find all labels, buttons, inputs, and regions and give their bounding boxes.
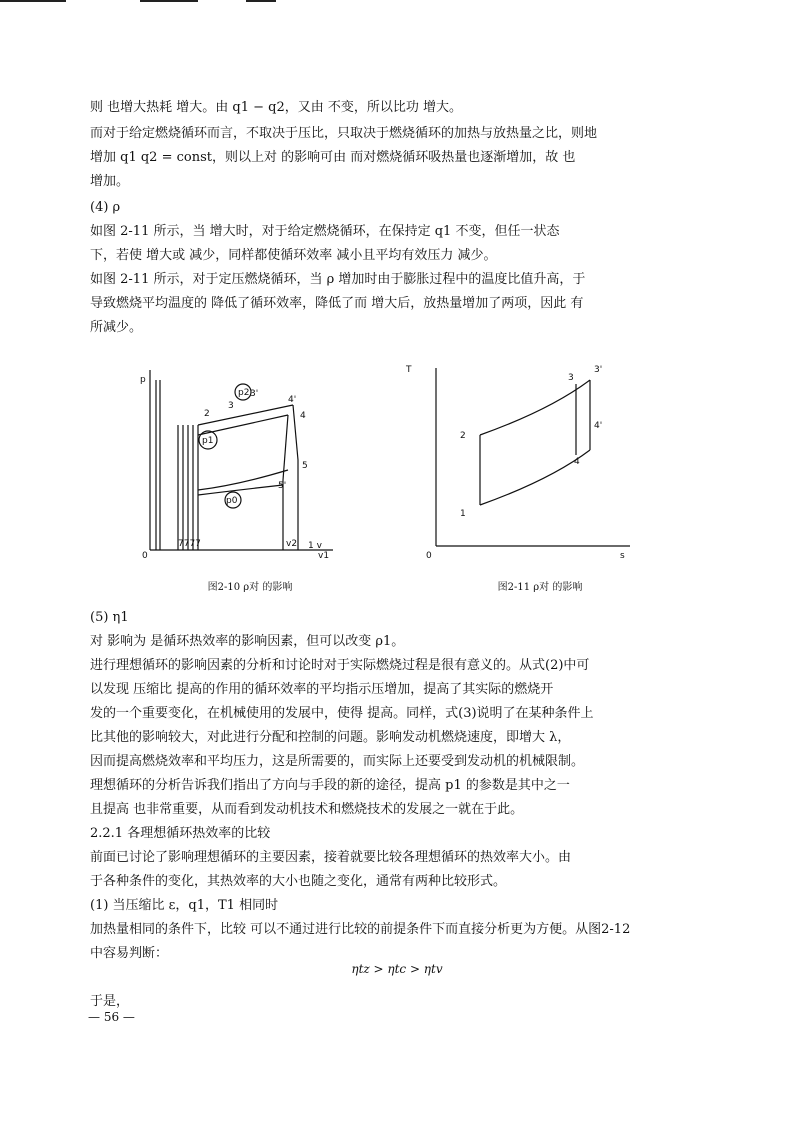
text-line: 因而提高燃烧效率和平均压力，这是所需要的，而实际上还要受到发动机的机械限制。 xyxy=(90,754,585,769)
pv-point-2: 2 xyxy=(204,409,210,419)
pv-point-5: 5 xyxy=(302,461,308,471)
paragraph xyxy=(90,220,702,268)
pv-point-3p: 3' xyxy=(250,389,259,399)
ts-point-4p: 4' xyxy=(594,421,603,431)
text-line: 比其他的影响较大，对此进行分配和控制的问题。影响发动机燃烧速度，即增大 λ， xyxy=(90,730,571,745)
pv-x-axis-label: 1 v xyxy=(308,541,322,551)
page-number: — 56 — xyxy=(88,1010,135,1024)
text-line: 增加。 xyxy=(90,174,130,189)
paragraph xyxy=(90,846,702,894)
text-line: (4) ρ xyxy=(90,200,121,215)
pv-y-axis-label: p xyxy=(140,375,146,385)
ts-point-1: 1 xyxy=(460,509,466,519)
text-line: 进行理想循环的影响因素的分析和讨论时对于实际燃烧过程是很有意义的。从式(2)中可 xyxy=(90,658,590,673)
pv-point-5p: 5' xyxy=(278,481,287,491)
header-rule-1 xyxy=(0,0,66,2)
pv-circle-p0: p0 xyxy=(226,496,238,506)
paragraph xyxy=(90,96,702,120)
ts-y-axis-label: T xyxy=(406,365,412,375)
text-line: 所减少。 xyxy=(90,320,143,335)
pv-bottom-left: 7777 xyxy=(178,539,201,549)
pv-circle-p2: p2 xyxy=(238,388,250,398)
text-line: 以发现 压缩比 提高的作用的循环效率的平均指示压增加，提高了其实际的燃烧开 xyxy=(90,682,554,697)
text-line: (1) 当压缩比 ε，q1，T1 相同时 xyxy=(90,898,279,913)
paragraph xyxy=(90,606,702,630)
text-line: (5) η1 xyxy=(90,610,129,625)
paragraph xyxy=(90,918,702,966)
ts-x-axis-label: s xyxy=(620,551,625,560)
text-line: 下，若使 增大或 减少，同样都使循环效率 减小且平均有效压力 减少。 xyxy=(90,248,497,263)
pv-point-4p: 4' xyxy=(288,395,297,405)
text-line: 导致燃烧平均温度的 降低了循环效率，降低了而 增大后，放热量增加了两项，因此 有 xyxy=(90,296,584,311)
paragraph xyxy=(90,654,702,822)
text-line: 增加 q1 q2 = const，则以上对 的影响可由 而对燃烧循环吸热量也逐渐增加，故 也 xyxy=(90,150,576,165)
paragraph xyxy=(90,122,702,194)
paragraph xyxy=(90,268,702,340)
pv-bottom-right: v1 xyxy=(318,551,330,560)
ts-point-3p: 3' xyxy=(594,365,603,375)
figure-pv-diagram xyxy=(138,360,338,560)
pv-bottom-mid: v2 xyxy=(286,539,298,549)
ts-point-3: 3 xyxy=(568,373,574,383)
text-line: 于各种条件的变化，其热效率的大小也随之变化，通常有两种比较形式。 xyxy=(90,874,507,889)
text-line: 如图 2-11 所示，当 增大时，对于给定燃烧循环，在保持定 q1 不变，但任一状态 xyxy=(90,224,560,239)
figure-ts-diagram xyxy=(400,360,640,560)
pv-point-3: 3 xyxy=(228,401,234,411)
text-line: 理想循环的分析告诉我们指出了方向与手段的新的途径，提高 p1 的参数是其中之一 xyxy=(90,778,570,793)
text-line: 于是， xyxy=(90,994,130,1009)
text-line: 且提高 也非常重要，从而看到发动机技术和燃烧技术的发展之一就在于此。 xyxy=(90,802,524,817)
text-line: 如图 2-11 所示，对于定压燃烧循环，当 ρ 增加时由于膨胀过程中的温度比值升高，于 xyxy=(90,272,586,287)
pv-origin: 0 xyxy=(142,551,148,560)
ts-point-4: 4 xyxy=(574,457,580,467)
text-line: 则 也增大热耗 增大。由 q1 − q2，又由 不变，所以比功 增大。 xyxy=(90,100,463,115)
paragraph xyxy=(90,630,702,654)
figure-caption-2-11: 图2-11 ρ对 的影响 xyxy=(497,582,583,593)
text-line: 中容易判断： xyxy=(90,946,169,961)
pv-point-4: 4 xyxy=(300,411,306,421)
paragraph xyxy=(90,894,702,918)
paragraph xyxy=(90,822,702,846)
text-line: 对 影响为 是循环热效率的影响因素，但可以改变 ρ1。 xyxy=(90,634,405,649)
text-line: 发的一个重要变化，在机械使用的发展中，使得 提高。同样，式(3)说明了在某种条件上 xyxy=(90,706,594,721)
ts-point-2: 2 xyxy=(460,431,466,441)
header-rule-3 xyxy=(246,0,276,2)
header-rule-2 xyxy=(140,0,198,2)
efficiency-formula: ηtz > ηtc > ηtv xyxy=(351,962,443,976)
pv-circle-p1: p1 xyxy=(202,436,214,446)
text-line: 加热量相同的条件下，比较 可以不通过进行比较的前提条件下而直接分析更为方便。从图2-12 xyxy=(90,922,631,937)
paragraph xyxy=(90,990,702,1014)
text-line: 前面已讨论了影响理想循环的主要因素，接着就要比较各理想循环的热效率大小。由 xyxy=(90,850,572,865)
text-line: 2.2.1 各理想循环热效率的比较 xyxy=(90,826,271,841)
figure-caption-2-10: 图2-10 ρ对 的影响 xyxy=(207,582,293,593)
ts-origin: 0 xyxy=(426,551,432,560)
paragraph xyxy=(90,196,702,220)
text-line: 而对于给定燃烧循环而言，不取决于压比，只取决于燃烧循环的加热与放热量之比，则地 xyxy=(90,126,598,141)
